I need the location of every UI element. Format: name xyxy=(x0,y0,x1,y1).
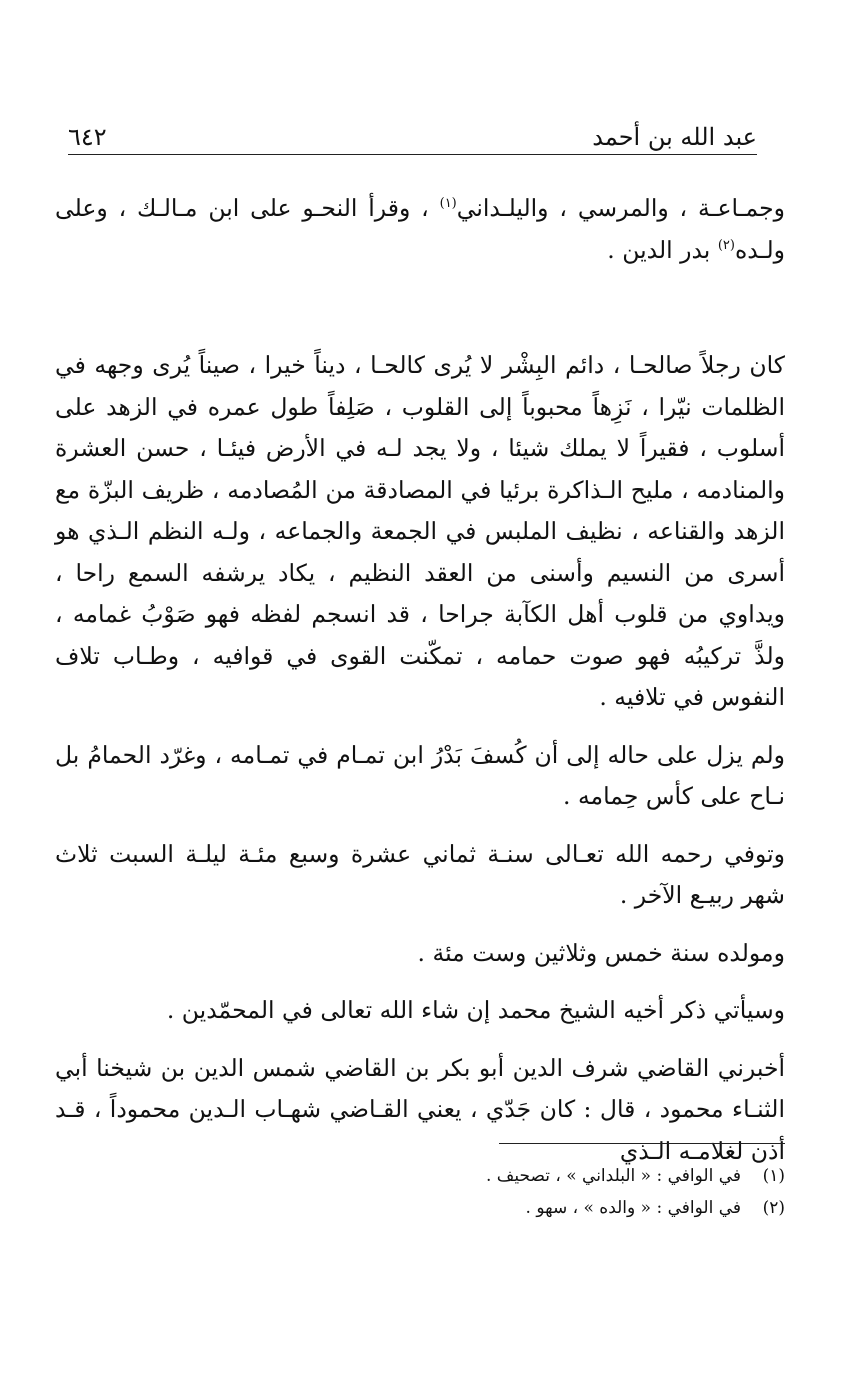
paragraph-5: ومولده سنة خمس وثلاثين وست مئة . xyxy=(417,938,785,967)
running-header xyxy=(68,120,757,155)
paragraph-2: كان رجلاً صالحـا ، دائم البِشْر لا يُرى كالحـا ، ديناً خيرا ، صيناً يُرى وجهه في الظلمات نيّرا ، نَزِهاً محبوباً إلى القلوب ، صَلِفاً طول عمره في الزهد على أسلوب ، فقيراً لا يملك شيئا ، ولا يجد لـه في الأرض فيئـا ، حسن العشرة والمنادمه ، مليح الـذاكرة برئيا في المصادقة من المُصادمه ، ظريف البزّة مع الزهد والقناعه ، نظيف الملبس في الجمعة والجماعه ، ولـه النظم الـذي هو أسرى من النسيم وأسنى من العقد النظيم ، يكاد يرشفه السمع راحا ، ويداوي من قلوب أهل الكآبة جراحا ، قد انسجم لفظه فهو صَوْبُ غمامه ، ولذَّ تركيبُه فهو صوت حمامه ، تمكّنت القوى في قوافيه ، وطـاب تلاف النفوس في تلافيه . xyxy=(55,351,785,711)
paragraph-4: وتوفي رحمه الله تعـالى سنـة ثماني عشرة وسبع مئـة ليلـة السبت ثلاث شهر ربيـع الآخر . xyxy=(55,839,785,909)
footnotes xyxy=(200,1160,785,1224)
footnote-1-number: (١) xyxy=(762,1166,785,1186)
footnote-2 xyxy=(200,1192,785,1224)
footnote-2-text: في الوافي : « والده » ، سهو . xyxy=(525,1198,741,1218)
paragraph-6: وسيأتي ذكر أخيه الشيخ محمد إن شاء الله تعالى في المحمّدين . xyxy=(166,996,785,1024)
paragraph-1 xyxy=(55,188,785,271)
page-number: ٦٤٢ xyxy=(68,123,107,151)
paragraph-3: ولم يزل على حاله إلى أن كُسفَ بَدْرُ ابن تمـام في تمـامه ، وغرّد الحمامُ بل نـاح على كأس حِمامه . xyxy=(55,740,785,810)
footnote-ref-1: (١) xyxy=(439,196,457,212)
paragraph-1-part-b: ، وقرأ النحـو على ابن مـالـك ، وعلى ولـده xyxy=(55,194,785,264)
footnote-1-text: في الوافي : « البلداني » ، تصحيف . xyxy=(485,1166,741,1186)
footnote-2-number: (٢) xyxy=(762,1198,785,1218)
footnote-ref-2: (٢) xyxy=(717,237,735,253)
running-title: عبد الله بن أحمد xyxy=(592,123,757,151)
footnote-1 xyxy=(200,1160,785,1192)
paragraph-1-part-a: وجمـاعـة ، والمرسي ، واليلـداني xyxy=(456,194,785,222)
paragraph-1-part-c: بدر الدين . xyxy=(607,235,718,264)
paragraph-7: أخبرني القاضي شرف الدين أبو بكر بن القاضي شمس الدين بن شيخنا أبي الثنـاء محمود ، قال : كان جَدّي ، يعني القـاضي شهـاب الـدين محموداً ، قـد أذن لغلامـه الـذي xyxy=(55,1053,785,1165)
footnote-divider xyxy=(499,1143,785,1144)
body-text xyxy=(55,188,785,1172)
